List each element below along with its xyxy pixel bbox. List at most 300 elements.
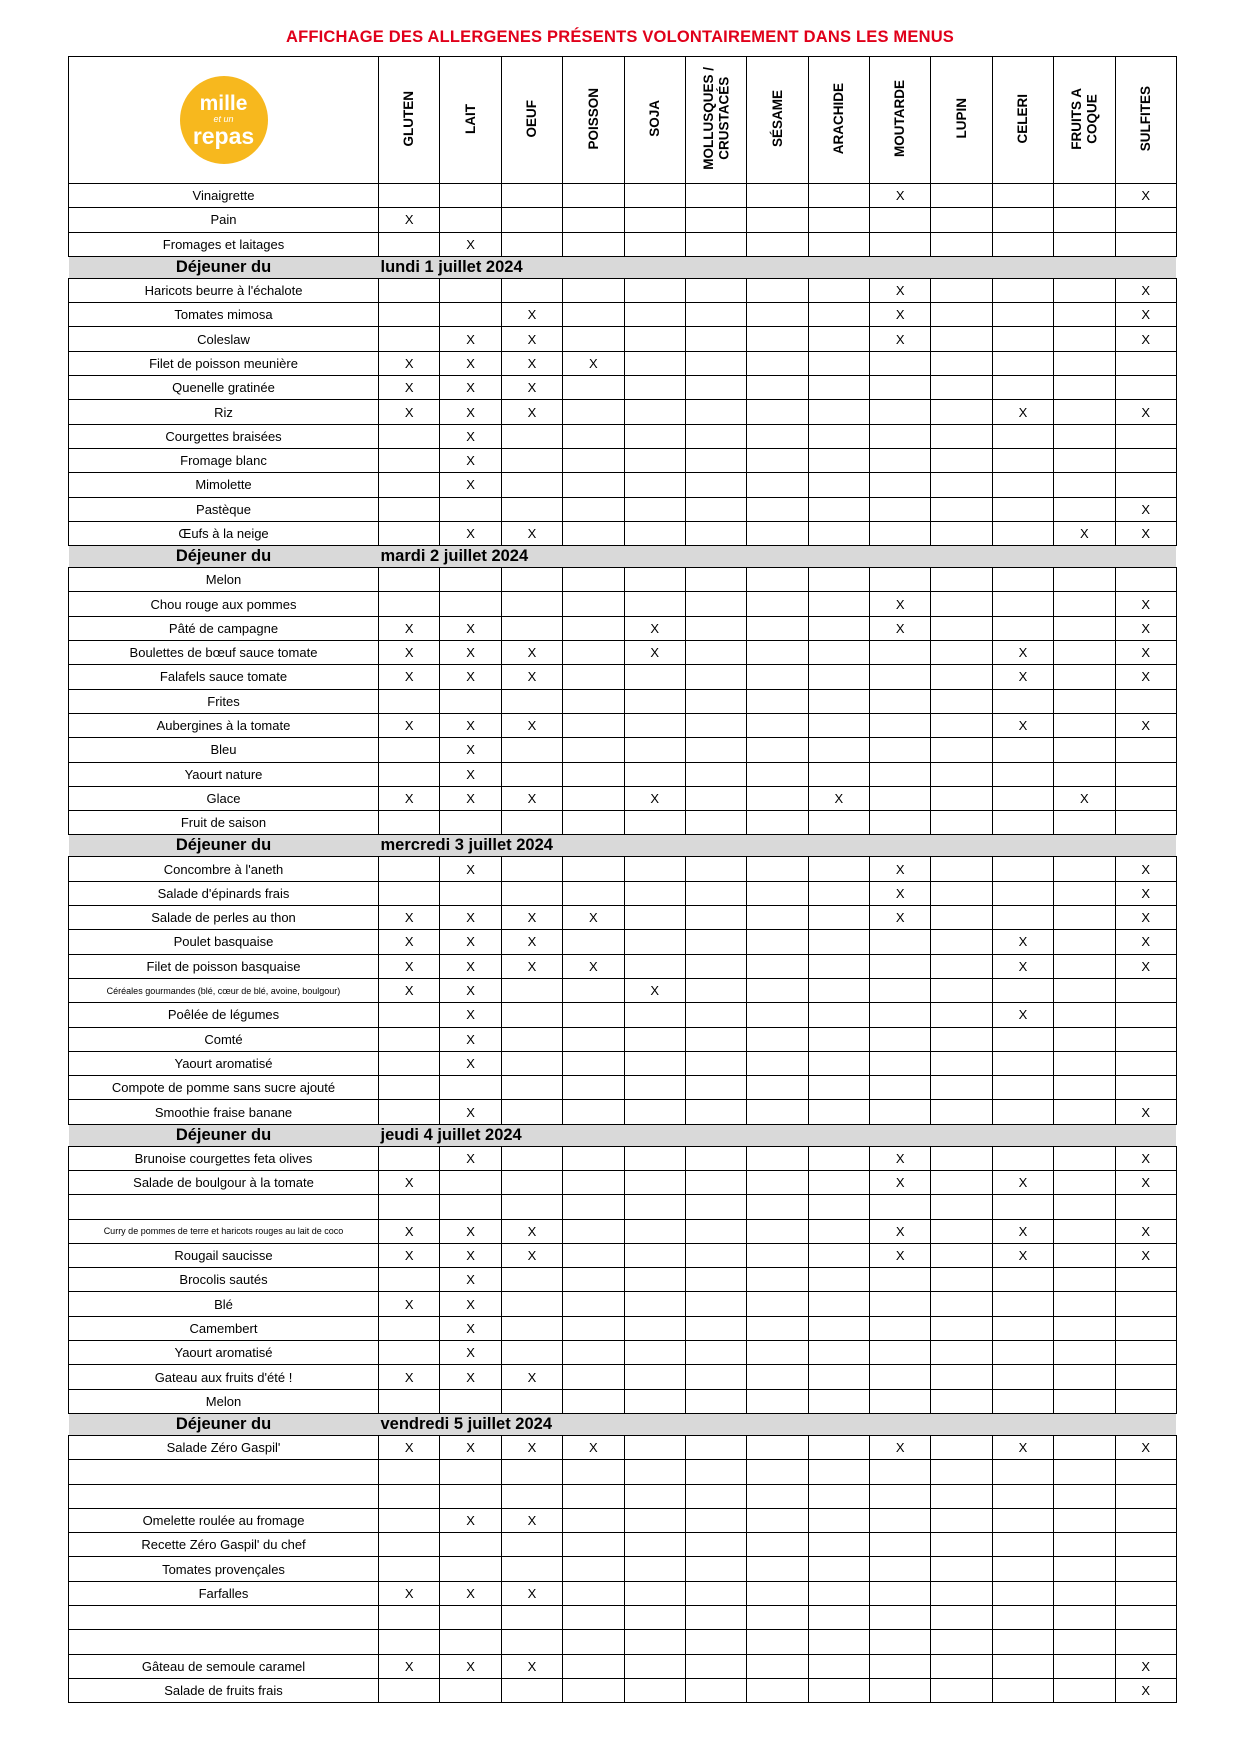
- allergen-cell: [563, 568, 624, 592]
- allergen-cell: [501, 1606, 562, 1630]
- allergen-cell: [1115, 1460, 1176, 1484]
- allergen-cell: [624, 1076, 685, 1100]
- allergen-cell: [808, 1051, 869, 1075]
- allergen-cell: [1115, 1533, 1176, 1557]
- allergen-cell: [501, 762, 562, 786]
- table-row: [69, 592, 1177, 616]
- table-row: [69, 278, 1177, 302]
- dish-name: Tomates provençales: [69, 1557, 379, 1581]
- allergen-cell: [501, 1630, 562, 1654]
- allergen-cell: [808, 811, 869, 835]
- allergen-cell: X: [501, 1219, 562, 1243]
- allergen-cell: [501, 448, 562, 472]
- allergen-cell: [808, 521, 869, 545]
- allergen-cell: [1054, 616, 1115, 640]
- allergen-cell: [685, 400, 746, 424]
- allergen-cell: [379, 1146, 440, 1170]
- allergen-cell: X: [501, 906, 562, 930]
- allergen-cell: [624, 954, 685, 978]
- allergen-header-2: [501, 57, 562, 184]
- dish-name: Blé: [69, 1292, 379, 1316]
- allergen-cell: X: [992, 1003, 1053, 1027]
- allergen-cell: [624, 232, 685, 256]
- allergen-cell: X: [992, 1243, 1053, 1267]
- allergen-cell: X: [379, 400, 440, 424]
- allergen-cell: X: [440, 1292, 501, 1316]
- allergen-cell: [992, 738, 1053, 762]
- allergen-cell: [685, 208, 746, 232]
- allergen-cell: [992, 1484, 1053, 1508]
- allergen-cell: [379, 1678, 440, 1702]
- dish-name: Poêlée de légumes: [69, 1003, 379, 1027]
- allergen-cell: [808, 327, 869, 351]
- allergen-cell: X: [992, 954, 1053, 978]
- table-row: [69, 930, 1177, 954]
- table-row: [69, 665, 1177, 689]
- allergen-cell: X: [440, 1051, 501, 1075]
- table-row: [69, 1316, 1177, 1340]
- allergen-cell: [379, 1606, 440, 1630]
- allergen-cell: [931, 1678, 992, 1702]
- allergen-label: MOUTARDE: [892, 80, 908, 157]
- allergen-cell: [808, 616, 869, 640]
- allergen-cell: [931, 978, 992, 1002]
- allergen-cell: [624, 1654, 685, 1678]
- allergen-cell: [685, 1051, 746, 1075]
- allergen-cell: [870, 1100, 931, 1124]
- allergen-cell: [870, 448, 931, 472]
- table-row: [69, 568, 1177, 592]
- allergen-cell: [501, 1146, 562, 1170]
- day-header-row: [69, 256, 1177, 278]
- table-row: [69, 762, 1177, 786]
- allergen-cell: [624, 1003, 685, 1027]
- allergen-cell: [1115, 376, 1176, 400]
- allergen-cell: [501, 1484, 562, 1508]
- table-row: [69, 978, 1177, 1002]
- allergen-cell: [870, 1630, 931, 1654]
- allergen-cell: [1054, 762, 1115, 786]
- allergen-cell: [747, 689, 808, 713]
- allergen-cell: X: [1115, 592, 1176, 616]
- allergen-cell: [870, 1292, 931, 1316]
- allergen-cell: [870, 641, 931, 665]
- allergen-cell: [931, 208, 992, 232]
- allergen-cell: X: [870, 881, 931, 905]
- allergen-cell: [870, 930, 931, 954]
- allergen-cell: [870, 954, 931, 978]
- allergen-cell: X: [501, 1243, 562, 1267]
- allergen-cell: X: [1115, 857, 1176, 881]
- allergen-cell: [685, 278, 746, 302]
- allergen-cell: [685, 351, 746, 375]
- allergen-cell: [501, 881, 562, 905]
- dish-name: Fromages et laitages: [69, 232, 379, 256]
- allergen-cell: [624, 521, 685, 545]
- allergen-cell: [1115, 1268, 1176, 1292]
- allergen-cell: [808, 1341, 869, 1365]
- allergen-cell: [501, 1292, 562, 1316]
- allergen-cell: [747, 930, 808, 954]
- allergen-cell: [501, 811, 562, 835]
- allergen-cell: [624, 1678, 685, 1702]
- dish-name: [69, 1484, 379, 1508]
- allergen-cell: [870, 1581, 931, 1605]
- dish-name: Yaourt aromatisé: [69, 1341, 379, 1365]
- allergen-cell: [808, 762, 869, 786]
- allergen-cell: [501, 1557, 562, 1581]
- allergen-cell: [747, 1316, 808, 1340]
- allergen-cell: [992, 1678, 1053, 1702]
- allergen-cell: [747, 1606, 808, 1630]
- allergen-cell: [747, 1678, 808, 1702]
- dish-name: Pastèque: [69, 497, 379, 521]
- allergen-cell: [685, 473, 746, 497]
- allergen-cell: [685, 689, 746, 713]
- allergen-cell: [992, 1365, 1053, 1389]
- allergen-cell: [931, 713, 992, 737]
- dish-name: Salade Zéro Gaspil': [69, 1435, 379, 1459]
- allergen-cell: [747, 1170, 808, 1194]
- allergen-cell: [379, 1557, 440, 1581]
- allergen-cell: [501, 184, 562, 208]
- allergen-cell: [563, 473, 624, 497]
- allergen-cell: [379, 232, 440, 256]
- day-date: vendredi 5 juillet 2024: [379, 1413, 1177, 1435]
- allergen-cell: [808, 1389, 869, 1413]
- allergen-cell: [624, 184, 685, 208]
- allergen-cell: [379, 1484, 440, 1508]
- allergen-header-9: [931, 57, 992, 184]
- allergen-cell: [931, 1557, 992, 1581]
- allergen-cell: [1054, 376, 1115, 400]
- allergen-cell: [870, 665, 931, 689]
- allergen-cell: [624, 1268, 685, 1292]
- allergen-cell: [563, 1051, 624, 1075]
- allergen-cell: [1054, 954, 1115, 978]
- allergen-cell: [808, 1557, 869, 1581]
- allergen-cell: X: [440, 930, 501, 954]
- allergen-cell: [685, 1678, 746, 1702]
- allergen-cell: [685, 906, 746, 930]
- allergen-cell: [1115, 1076, 1176, 1100]
- allergen-cell: [1054, 1557, 1115, 1581]
- allergen-cell: [747, 592, 808, 616]
- allergen-cell: [440, 1630, 501, 1654]
- allergen-cell: [1115, 811, 1176, 835]
- allergen-cell: [747, 713, 808, 737]
- allergen-cell: X: [440, 978, 501, 1002]
- allergen-cell: [1115, 738, 1176, 762]
- allergen-cell: [624, 1484, 685, 1508]
- allergen-cell: X: [808, 786, 869, 810]
- dish-name: Boulettes de bœuf sauce tomate: [69, 641, 379, 665]
- allergen-cell: X: [992, 400, 1053, 424]
- allergen-cell: [624, 762, 685, 786]
- allergen-cell: [563, 930, 624, 954]
- allergen-cell: X: [501, 1365, 562, 1389]
- allergen-cell: [624, 713, 685, 737]
- allergen-cell: X: [501, 400, 562, 424]
- allergen-cell: [1115, 1484, 1176, 1508]
- day-date: mercredi 3 juillet 2024: [379, 835, 1177, 857]
- allergen-cell: [992, 1508, 1053, 1532]
- allergen-cell: [563, 400, 624, 424]
- allergen-cell: [931, 811, 992, 835]
- allergen-cell: [1054, 1243, 1115, 1267]
- day-header-row: [69, 835, 1177, 857]
- allergen-cell: [440, 1389, 501, 1413]
- table-row: [69, 376, 1177, 400]
- allergen-cell: [931, 592, 992, 616]
- allergen-cell: [379, 1460, 440, 1484]
- allergen-cell: [440, 1170, 501, 1194]
- allergen-cell: [379, 327, 440, 351]
- allergen-cell: [747, 811, 808, 835]
- allergen-cell: [992, 327, 1053, 351]
- allergen-cell: [1115, 1003, 1176, 1027]
- allergen-cell: [870, 1076, 931, 1100]
- table-row: [69, 1100, 1177, 1124]
- dish-name: Brocolis sautés: [69, 1268, 379, 1292]
- table-row: [69, 1435, 1177, 1459]
- allergen-cell: [685, 738, 746, 762]
- allergen-cell: [501, 278, 562, 302]
- allergen-cell: [563, 1484, 624, 1508]
- dish-name: Fromage blanc: [69, 448, 379, 472]
- allergen-cell: [563, 1243, 624, 1267]
- allergen-cell: [931, 184, 992, 208]
- allergen-cell: X: [440, 713, 501, 737]
- allergen-cell: [685, 713, 746, 737]
- allergen-cell: X: [563, 1435, 624, 1459]
- allergen-cell: [992, 1100, 1053, 1124]
- allergen-cell: X: [501, 327, 562, 351]
- allergen-cell: [931, 1268, 992, 1292]
- allergen-cell: [931, 448, 992, 472]
- allergen-cell: X: [379, 1654, 440, 1678]
- allergen-cell: [747, 954, 808, 978]
- allergen-cell: [624, 1533, 685, 1557]
- table-row: [69, 208, 1177, 232]
- allergen-cell: X: [870, 906, 931, 930]
- allergen-cell: [501, 424, 562, 448]
- allergen-cell: [1054, 1460, 1115, 1484]
- allergen-cell: [685, 1630, 746, 1654]
- allergen-cell: [808, 954, 869, 978]
- table-row: [69, 1654, 1177, 1678]
- allergen-header-6: [747, 57, 808, 184]
- allergen-cell: [685, 616, 746, 640]
- allergen-cell: [808, 1100, 869, 1124]
- allergen-cell: [931, 1435, 992, 1459]
- allergen-cell: X: [624, 978, 685, 1002]
- allergen-cell: [808, 738, 869, 762]
- allergen-cell: [992, 1389, 1053, 1413]
- allergen-cell: [1054, 1051, 1115, 1075]
- allergen-cell: X: [440, 1654, 501, 1678]
- allergen-cell: [808, 641, 869, 665]
- allergen-cell: [501, 738, 562, 762]
- allergen-cell: [501, 978, 562, 1002]
- allergen-cell: [931, 1100, 992, 1124]
- allergen-cell: [563, 738, 624, 762]
- allergen-cell: X: [379, 978, 440, 1002]
- allergen-cell: [992, 1581, 1053, 1605]
- allergen-cell: [808, 1630, 869, 1654]
- allergen-cell: [501, 1027, 562, 1051]
- allergen-cell: [870, 1195, 931, 1219]
- allergen-cell: X: [563, 954, 624, 978]
- allergen-cell: X: [992, 930, 1053, 954]
- allergen-cell: [992, 1027, 1053, 1051]
- allergen-cell: [563, 1365, 624, 1389]
- allergen-cell: [931, 1654, 992, 1678]
- dish-name: Bleu: [69, 738, 379, 762]
- allergen-cell: [870, 1557, 931, 1581]
- allergen-cell: [1115, 1341, 1176, 1365]
- allergen-cell: [1115, 786, 1176, 810]
- allergen-cell: [931, 568, 992, 592]
- allergen-cell: [870, 1027, 931, 1051]
- allergen-cell: [747, 881, 808, 905]
- dish-name: Yaourt aromatisé: [69, 1051, 379, 1075]
- allergen-cell: [563, 1170, 624, 1194]
- allergen-cell: X: [379, 1292, 440, 1316]
- allergen-cell: [870, 689, 931, 713]
- allergen-cell: [1054, 857, 1115, 881]
- allergen-cell: [931, 665, 992, 689]
- allergen-cell: X: [870, 303, 931, 327]
- day-header-row: [69, 546, 1177, 568]
- allergen-cell: [870, 521, 931, 545]
- allergen-cell: [563, 232, 624, 256]
- allergen-cell: X: [870, 857, 931, 881]
- allergen-cell: [747, 568, 808, 592]
- table-row: [69, 327, 1177, 351]
- dish-name: Salade de perles au thon: [69, 906, 379, 930]
- allergen-cell: [379, 1051, 440, 1075]
- table-row: [69, 1268, 1177, 1292]
- allergen-cell: X: [1115, 1170, 1176, 1194]
- allergen-cell: [563, 1508, 624, 1532]
- table-row: [69, 400, 1177, 424]
- table-row: [69, 1606, 1177, 1630]
- allergen-cell: [870, 400, 931, 424]
- allergen-cell: X: [501, 1581, 562, 1605]
- allergen-cell: [440, 278, 501, 302]
- allergen-cell: X: [992, 713, 1053, 737]
- allergen-cell: X: [501, 954, 562, 978]
- allergen-cell: [992, 1195, 1053, 1219]
- allergen-cell: [747, 1219, 808, 1243]
- table-row: [69, 1581, 1177, 1605]
- allergen-cell: [501, 1268, 562, 1292]
- allergen-cell: [808, 1146, 869, 1170]
- allergen-cell: [563, 448, 624, 472]
- allergen-cell: [1115, 978, 1176, 1002]
- allergen-cell: [440, 881, 501, 905]
- dish-name: Filet de poisson meunière: [69, 351, 379, 375]
- dish-name: Quenelle gratinée: [69, 376, 379, 400]
- allergen-cell: X: [440, 1100, 501, 1124]
- allergen-cell: [440, 1484, 501, 1508]
- day-header-row: [69, 1124, 1177, 1146]
- allergen-cell: [808, 232, 869, 256]
- allergen-header-4: [624, 57, 685, 184]
- allergen-cell: [624, 424, 685, 448]
- logo-cell: [69, 57, 379, 184]
- allergen-cell: X: [440, 1027, 501, 1051]
- allergen-cell: [501, 568, 562, 592]
- allergen-cell: X: [440, 1341, 501, 1365]
- allergen-cell: [501, 1076, 562, 1100]
- allergen-cell: [747, 1003, 808, 1027]
- allergen-cell: [1054, 1170, 1115, 1194]
- allergen-cell: X: [1115, 713, 1176, 737]
- allergen-cell: [685, 1654, 746, 1678]
- allergen-cell: [563, 208, 624, 232]
- allergen-cell: X: [379, 665, 440, 689]
- allergen-cell: [501, 1316, 562, 1340]
- day-header-row: [69, 1413, 1177, 1435]
- allergen-cell: [563, 424, 624, 448]
- allergen-cell: [379, 762, 440, 786]
- allergen-cell: X: [501, 303, 562, 327]
- allergen-cell: X: [501, 641, 562, 665]
- allergen-cell: X: [440, 376, 501, 400]
- allergen-cell: [563, 1076, 624, 1100]
- allergen-cell: [747, 521, 808, 545]
- allergen-cell: [1054, 1195, 1115, 1219]
- allergen-cell: [931, 1027, 992, 1051]
- allergen-cell: [1115, 208, 1176, 232]
- allergen-cell: [379, 278, 440, 302]
- allergen-cell: [501, 1460, 562, 1484]
- allergen-cell: [992, 1606, 1053, 1630]
- allergen-cell: [931, 351, 992, 375]
- allergen-cell: [624, 1557, 685, 1581]
- table-row: [69, 1170, 1177, 1194]
- allergen-cell: [685, 978, 746, 1002]
- allergen-cell: [747, 1581, 808, 1605]
- allergen-cell: [992, 811, 1053, 835]
- allergen-cell: [870, 497, 931, 521]
- allergen-cell: [870, 473, 931, 497]
- allergen-cell: [624, 811, 685, 835]
- page-title: AFFICHAGE DES ALLERGENES PRÉSENTS VOLONTAIREMENT DANS LES MENUS: [285, 28, 955, 46]
- allergen-cell: [1115, 689, 1176, 713]
- dish-name: Yaourt nature: [69, 762, 379, 786]
- table-row: [69, 738, 1177, 762]
- allergen-cell: [440, 1606, 501, 1630]
- table-row: [69, 473, 1177, 497]
- allergen-cell: [1054, 424, 1115, 448]
- allergen-cell: [747, 448, 808, 472]
- allergen-cell: [379, 1508, 440, 1532]
- allergen-cell: [685, 1341, 746, 1365]
- allergen-cell: [440, 303, 501, 327]
- allergen-cell: X: [870, 184, 931, 208]
- allergen-cell: [808, 1435, 869, 1459]
- allergen-cell: [1054, 1389, 1115, 1413]
- allergen-cell: [747, 278, 808, 302]
- allergen-cell: [1115, 424, 1176, 448]
- allergen-cell: [992, 1316, 1053, 1340]
- allergen-cell: [870, 1316, 931, 1340]
- table-row: [69, 232, 1177, 256]
- allergen-cell: [931, 1051, 992, 1075]
